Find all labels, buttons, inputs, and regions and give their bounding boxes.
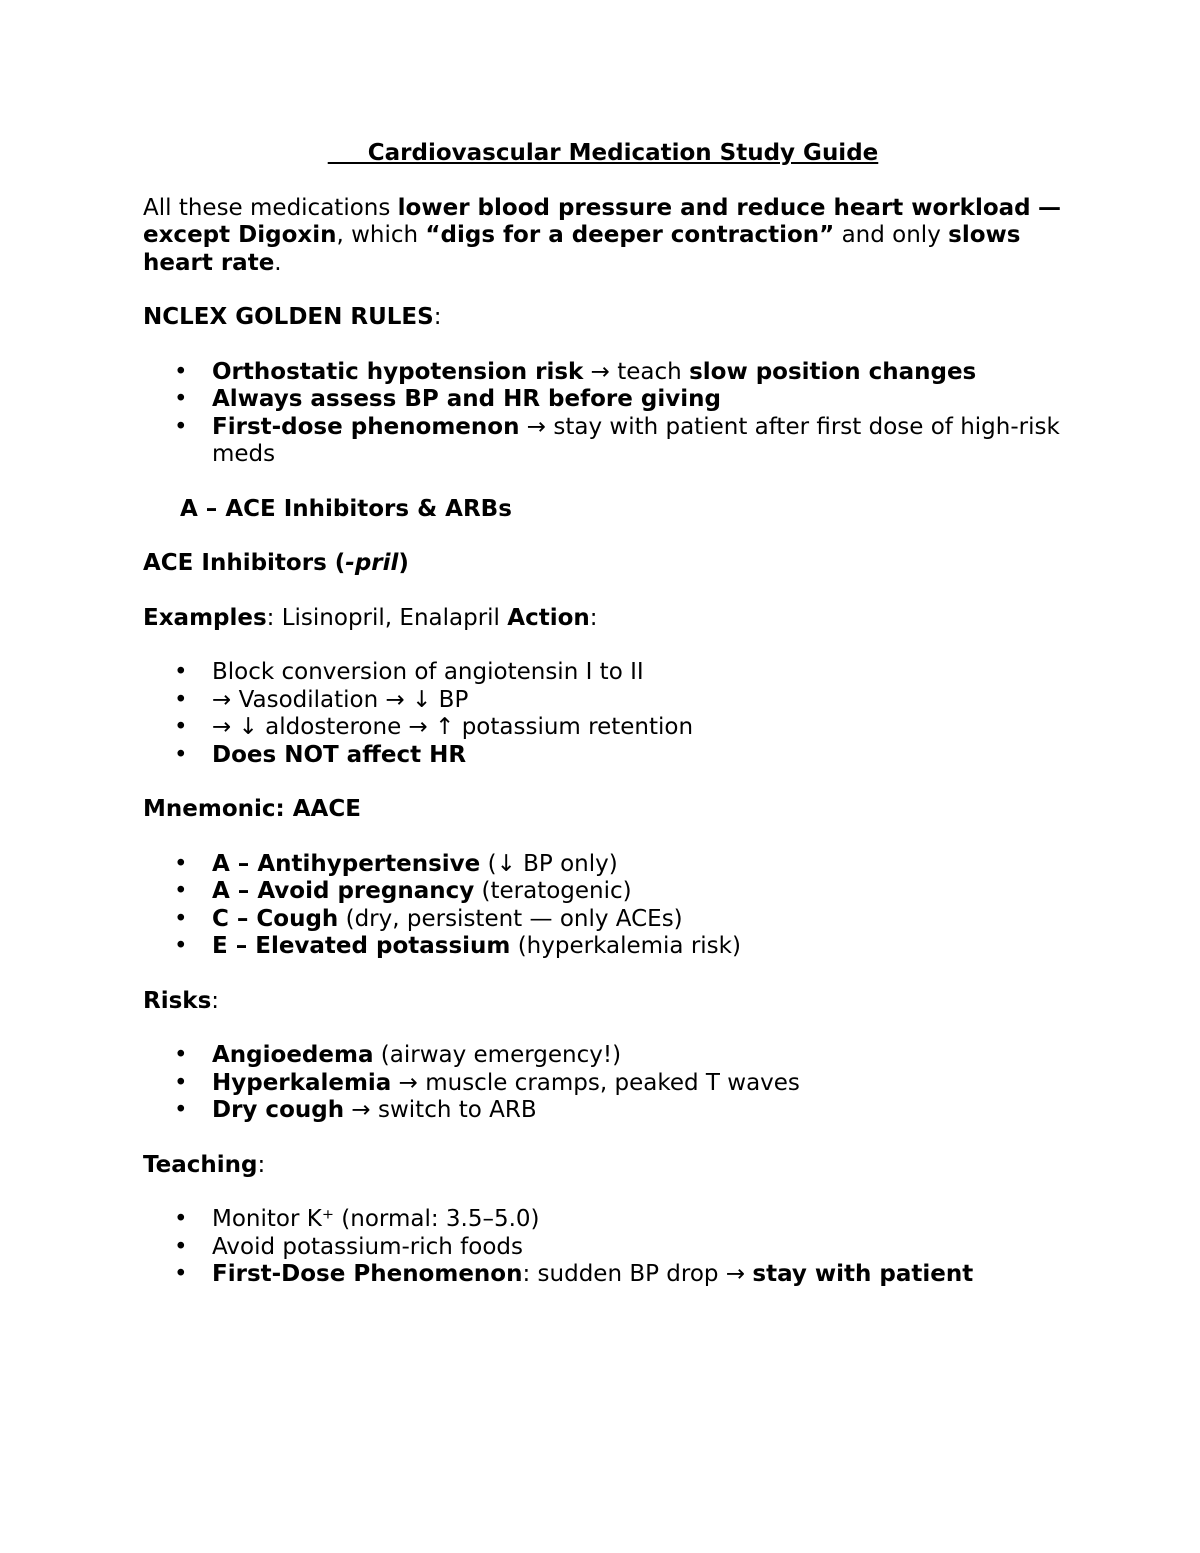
list-item: • Avoid potassium-rich foods	[212, 1234, 1063, 1262]
teaching-heading-bold: Teaching	[143, 1151, 258, 1178]
mnemonic-item-text: (↓ BP only)	[480, 850, 618, 877]
golden-rules-list	[143, 359, 1063, 469]
list-item	[212, 386, 1063, 414]
list-item	[212, 359, 1063, 387]
intro-text-4: and only	[834, 222, 949, 248]
golden-rule-1-text: → teach	[583, 358, 690, 385]
list-item	[212, 1261, 1063, 1289]
list-item	[212, 933, 1063, 961]
teaching-heading-colon: :	[257, 1151, 266, 1178]
golden-rule-3-bold: First-dose phenomenon	[212, 413, 520, 440]
mnemonic-item-text: (teratogenic)	[474, 878, 632, 904]
list-item	[212, 1070, 1063, 1098]
list-item: • Block conversion of angiotensin I to II	[212, 659, 1063, 687]
golden-rule-1-bold: Orthostatic hypotension risk	[212, 358, 584, 385]
teaching-heading	[143, 1152, 1063, 1180]
teaching-item-text: : sudden BP drop →	[522, 1261, 753, 1287]
risks-heading-bold: Risks	[143, 987, 212, 1014]
risk-item-text: → switch to ARB	[344, 1097, 537, 1123]
golden-rules-heading-bold: NCLEX GOLDEN RULES	[143, 304, 434, 330]
mnemonic-heading	[143, 796, 1063, 824]
risk-item-bold: Hyperkalemia	[212, 1069, 392, 1096]
risk-item-text: (airway emergency!)	[373, 1042, 622, 1068]
intro-bold-4: slows heart rate	[143, 222, 1021, 276]
mnemonic-item-bold: A – Avoid pregnancy	[212, 878, 475, 904]
examples-label: Examples	[143, 604, 267, 631]
action-label: Action	[507, 604, 590, 631]
list-item	[212, 1097, 1063, 1125]
action-item-bold: Does NOT affect HR	[212, 741, 467, 768]
ace-heading	[143, 550, 1063, 578]
mnemonic-item-bold: A – Antihypertensive	[212, 850, 481, 877]
intro-paragraph	[143, 195, 1063, 278]
golden-rule-3-text: → stay with patient after first dose of high-risk meds	[212, 413, 1060, 467]
teaching-item-bold: First-Dose Phenomenon	[212, 1261, 523, 1287]
risk-item-text: → muscle cramps, peaked T waves	[391, 1069, 800, 1096]
list-item	[212, 414, 1063, 469]
list-item	[212, 878, 1063, 906]
list-item	[212, 851, 1063, 879]
golden-rule-1-bold-2: slow position changes	[689, 358, 977, 385]
mnemonic-item-text: (dry, persistent — only ACEs)	[338, 905, 683, 932]
list-item	[212, 1042, 1063, 1070]
mnemonic-list	[143, 851, 1063, 961]
ace-examples-line	[143, 605, 1063, 633]
risks-heading	[143, 988, 1063, 1016]
risk-item-bold: Dry cough	[212, 1097, 345, 1123]
list-item: • → Vasodilation → ↓ BP	[212, 687, 1063, 715]
list-item: • Monitor K⁺ (normal: 3.5–5.0)	[212, 1206, 1063, 1234]
action-colon: :	[589, 604, 598, 631]
risks-list	[143, 1042, 1063, 1125]
ace-action-list	[143, 659, 1063, 769]
intro-text-1: All these medications	[143, 194, 398, 221]
golden-rules-heading-colon: :	[433, 304, 442, 330]
list-item	[212, 742, 1063, 770]
teaching-list	[143, 1206, 1063, 1289]
mnemonic-item-bold: C – Cough	[212, 905, 339, 932]
document-title: Cardiovascular Medication Study Guide	[327, 140, 879, 166]
intro-text-2	[1031, 195, 1038, 221]
examples-text: : Lisinopril, Enalapril	[266, 604, 508, 631]
ace-heading-bold: ACE Inhibitors (	[143, 550, 346, 576]
risks-heading-colon: :	[211, 987, 220, 1014]
golden-rule-2-bold: Always assess BP and HR before giving	[212, 386, 721, 412]
mnemonic-heading-bold: Mnemonic: AACE	[143, 796, 361, 822]
intro-bold-3: “digs for a deeper contraction”	[425, 222, 835, 248]
section-a-heading: A – ACE Inhibitors & ARBs	[180, 495, 512, 522]
teaching-item-bold-2: stay with patient	[752, 1261, 974, 1287]
mnemonic-item-bold: E – Elevated potassium	[212, 933, 511, 959]
intro-bold-1: lower blood pressure and reduce heart workload	[397, 194, 1031, 221]
ace-heading-suffix: -pril	[345, 550, 399, 576]
intro-bold-2: — except Digoxin	[143, 194, 1061, 248]
intro-text-3: , which	[336, 222, 426, 248]
mnemonic-item-text: (hyperkalemia risk)	[510, 933, 741, 959]
list-item: • → ↓ aldosterone → ↑ potassium retention	[212, 714, 1063, 742]
document-page	[143, 140, 1063, 1316]
risk-item-bold: Angioedema	[212, 1042, 374, 1068]
ace-heading-close: )	[398, 550, 409, 576]
list-item	[212, 906, 1063, 934]
intro-text-5: .	[274, 249, 282, 276]
golden-rules-heading	[143, 304, 1063, 332]
